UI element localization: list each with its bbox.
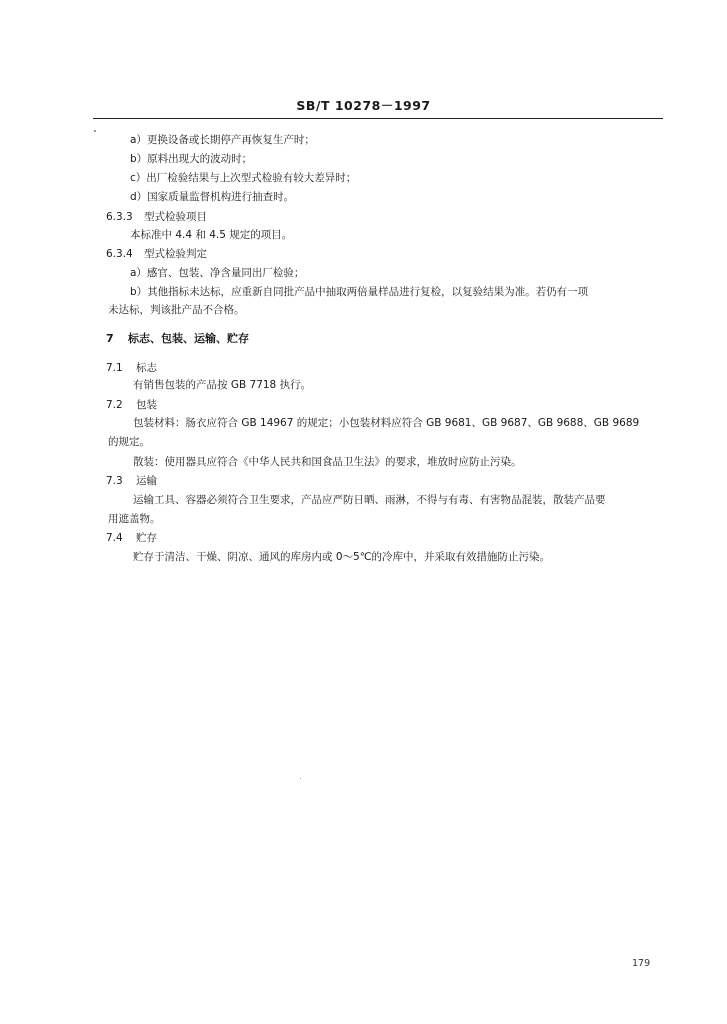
paragraph: 贮存于清洁、干燥、阴凉、通风的库房内或 0～5℃的冷库中，并采取有效措施防止污染。	[133, 551, 550, 563]
section-title: 运输	[136, 475, 157, 487]
section-title: 型式检验项目	[144, 211, 207, 223]
list-item: a）感官、包装、净含量同出厂检验；	[130, 267, 305, 279]
section-heading-6-3-3	[106, 210, 207, 224]
paragraph: 散装：使用器具应符合《中华人民共和国食品卫生法》的要求，堆放时应防止污染。	[133, 456, 522, 468]
section-number: 7.1	[106, 362, 123, 374]
chapter-heading-7	[106, 332, 249, 346]
section-title: 包装	[136, 399, 157, 411]
list-item: c）出厂检验结果与上次型式检验有较大差异时；	[130, 172, 357, 184]
section-number: 6.3.4	[106, 248, 133, 260]
scan-speck	[300, 778, 301, 779]
list-item-continuation: 未达标，判该批产品不合格。	[108, 304, 245, 316]
paragraph: 运输工具、容器必须符合卫生要求，产品应严防日晒、雨淋，不得与有毒、有害物品混装，散装产品要	[133, 494, 606, 506]
paragraph: 本标准中 4.4 和 4.5 规定的项目。	[130, 229, 293, 241]
section-heading-6-3-4	[106, 247, 207, 261]
standard-number-header: SB/T 10278－1997	[296, 98, 431, 113]
paragraph: 有销售包装的产品按 GB 7718 执行。	[133, 379, 312, 391]
section-title: 贮存	[136, 532, 157, 544]
section-heading-7-3	[106, 474, 157, 488]
section-number: 7.4	[106, 532, 123, 544]
header-rule	[93, 118, 663, 119]
section-title: 标志、包装、运输、贮存	[128, 332, 249, 345]
page-number: 179	[632, 958, 651, 969]
section-number: 7.3	[106, 475, 123, 487]
section-heading-7-1	[106, 361, 157, 375]
section-number: 7.2	[106, 399, 123, 411]
scan-speck	[94, 130, 96, 132]
section-title: 标志	[136, 362, 157, 374]
paragraph: 包装材料：肠衣应符合 GB 14967 的规定；小包装材料应符合 GB 9681、GB 9687、GB 9688、GB 9689	[133, 417, 640, 429]
section-heading-7-2	[106, 398, 157, 412]
list-item: b）其他指标未达标，应重新自同批产品中抽取两倍量样品进行复检，以复验结果为准。若仍有一项	[130, 286, 589, 298]
list-item: d）国家质量监督机构进行抽查时。	[130, 191, 295, 203]
section-number: 7	[106, 332, 114, 345]
paragraph-continuation: 用遮盖物。	[108, 513, 161, 525]
paragraph-continuation: 的规定。	[108, 436, 150, 448]
section-title: 型式检验判定	[144, 248, 207, 260]
section-heading-7-4	[106, 531, 157, 545]
list-item: b）原料出现大的波动时；	[130, 153, 253, 165]
section-number: 6.3.3	[106, 211, 133, 223]
list-item: a）更换设备或长期停产再恢复生产时；	[130, 134, 315, 146]
